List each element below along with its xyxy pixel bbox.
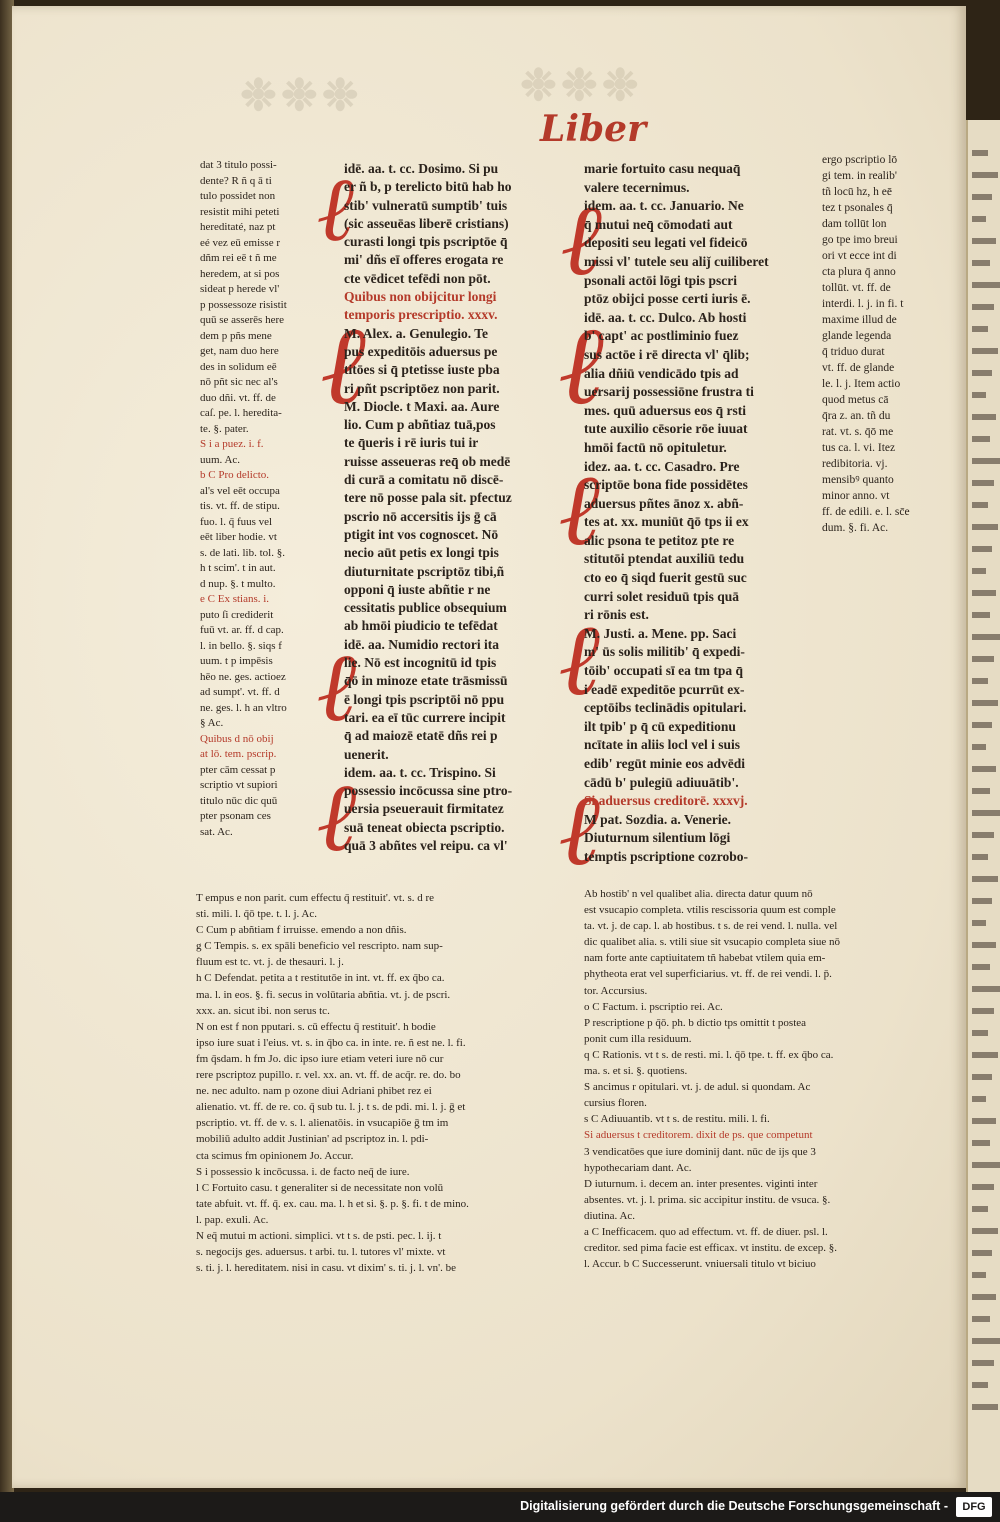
- text-line: quā 3 abñtes vel reipu. ca vl': [344, 837, 508, 853]
- text-line: gi tem. in realib': [822, 170, 897, 182]
- text-line: cursius floren.: [584, 1097, 647, 1110]
- text-line: tollūt. vt. ff. de: [822, 282, 891, 294]
- adjacent-page-text-fragment: [972, 1316, 990, 1322]
- text-line: tōib' occupati sī ea tm tpa q̄: [584, 663, 744, 679]
- text-line: stib' vulneratū sumptib' tuis: [344, 197, 508, 213]
- adjacent-page-text-fragment: [972, 216, 986, 222]
- text-line: mobiliū adulto addit Justinian' ad pscriptoz in. l. pdi-: [196, 1133, 429, 1146]
- adjacent-page-text-fragment: [972, 920, 986, 926]
- text-line: uersarij possessiōne frustra ti: [584, 384, 754, 400]
- text-line: tñ locū hz, h eē: [822, 186, 892, 198]
- text-line: absentes. vt. j. l. prima. sic accipitur institu. de vsuca. §.: [584, 1193, 831, 1206]
- text-line: redibitoria. vj.: [822, 458, 888, 470]
- text-line: ne. nec adulto. nam p ozone diui Adriani phibet rez ei: [196, 1085, 432, 1098]
- show-through-ink: ❉❉❉: [240, 70, 363, 121]
- text-line: le. l. j. Item actio: [822, 378, 901, 390]
- text-line: q̄ mutui neq̄ cōmodati aut: [584, 216, 733, 232]
- text-line: aduersus pñtes ānoz x. abñ-: [584, 495, 744, 511]
- text-line: Si aduersus creditorē. xxxvj.: [584, 793, 748, 809]
- adjacent-page-text-fragment: [972, 766, 996, 772]
- footer-bar: [0, 1492, 1000, 1522]
- text-line: titōes si q̄ ptetisse iuste pba: [344, 362, 500, 378]
- text-line: idem. aa. t. cc. Trispino. Si: [344, 764, 496, 780]
- text-line: Quibus non obijcitur longi: [344, 289, 497, 305]
- text-line: d nup. §. t multo.: [200, 577, 276, 590]
- text-line: ilt tpib' p q̄ cū expeditionu: [584, 718, 736, 734]
- adjacent-page-text-fragment: [972, 1030, 988, 1036]
- text-line: N eq̄ mutui m actioni. simplici. vt t s. de psti. pec. l. ij. t: [196, 1229, 442, 1242]
- adjacent-page-text-fragment: [972, 238, 996, 244]
- text-line: cessitatis publice obsequium: [344, 600, 507, 616]
- text-line: te. §. pater.: [200, 422, 249, 435]
- text-line: tor. Accursius.: [584, 984, 648, 997]
- text-line: Diuturnum silentium lōgi: [584, 830, 731, 846]
- adjacent-page-text-fragment: [972, 964, 990, 970]
- text-line: temptis pscriptione cozrobo-: [584, 848, 748, 864]
- text-line: D iuturnum. i. decem an. inter presentes. viginti inter: [584, 1177, 818, 1190]
- adjacent-page-text-fragment: [972, 942, 996, 948]
- text-line: ptigit int vos cognoscet. Nō: [344, 526, 499, 542]
- text-line: at lō. tem. pscrip.: [200, 748, 277, 760]
- text-line: rere pscriptoz pupillo. r. vel. xx. an. vt. ff. de acq̄r. re. do. bo: [196, 1069, 461, 1082]
- adjacent-page-text-fragment: [972, 634, 1000, 640]
- text-line: get, nam duo here: [200, 345, 279, 357]
- text-line: diutina. Ac.: [584, 1209, 636, 1222]
- text-line: dam tollūt lon: [822, 218, 887, 230]
- text-line: nō pñt sic nec al's: [200, 376, 278, 388]
- bottom-gloss-left: [196, 890, 560, 1290]
- text-line: § Ac.: [200, 717, 224, 729]
- text-line: ptōz obijci posse certi iuris ē.: [584, 291, 751, 307]
- text-line: scriptio vt supiori: [200, 779, 278, 791]
- drop-initial-red: ℓ: [318, 760, 360, 873]
- adjacent-page-text-fragment: [972, 260, 990, 266]
- text-line: ri rōnis est.: [584, 607, 649, 623]
- text-line: mi' dñs eī offeres erogata re: [344, 252, 504, 268]
- text-line: rat. vt. s. q̄ō me: [822, 426, 894, 438]
- text-line: xxx. an. sicut ibi. non serus tc.: [196, 1004, 330, 1017]
- text-line: glande legenda: [822, 330, 892, 342]
- adjacent-page-text-fragment: [972, 546, 992, 552]
- text-line: pus expeditōis aduersus pe: [344, 343, 498, 359]
- text-line: uenerit.: [344, 746, 389, 762]
- text-line: idē. aa. Numidio rectori ita: [344, 636, 499, 652]
- adjacent-page-text-fragment: [972, 502, 988, 508]
- text-line: alic psona te petitoz pte re: [584, 532, 735, 548]
- text-line: idē. aa. t. cc. Dosimo. Si pu: [344, 161, 499, 176]
- text-line: s. de lati. lib. tol. §.: [200, 546, 285, 559]
- text-line: temporis prescriptio. xxxv.: [344, 307, 498, 323]
- text-line: ncītate in aliis locl vel i suis: [584, 737, 741, 753]
- text-line: l. pap. exuli. Ac.: [196, 1213, 269, 1226]
- text-line: S i a puez. i. f.: [200, 438, 264, 450]
- text-line: ceptōibs teclinādis opitulari.: [584, 700, 747, 716]
- text-line: er ñ b, p terelicto bitū hab ho: [344, 179, 512, 195]
- text-line: nam forte ante captiuitatem tñ habebat vtilem quia em-: [584, 952, 826, 965]
- bottom-gloss-right: [584, 886, 924, 1276]
- left-gloss-column: [200, 158, 328, 868]
- text-line: h t scim'. t in aut.: [200, 562, 276, 574]
- text-line: tulo possidet non: [200, 190, 276, 202]
- adjacent-page-text-fragment: [972, 370, 992, 376]
- text-line: minor anno. vt: [822, 490, 890, 502]
- text-line: ruisse asseueras req̄ ob medē: [344, 453, 511, 469]
- text-line: scriptōe bona fide possidētes: [584, 477, 748, 493]
- text-line: g C Tempis. s. ex spāli beneficio vel rescripto. nam sup-: [196, 940, 443, 953]
- text-line: i eadē expeditōe pcurrūt ex-: [584, 681, 745, 697]
- adjacent-page-text-fragment: [972, 1162, 1000, 1168]
- text-line: ē longi tpis pscriptōi nō ppu: [344, 691, 505, 707]
- text-line: vt. ff. de glande: [822, 362, 895, 374]
- adjacent-page-text-fragment: [972, 898, 992, 904]
- text-line: l C Fortuito casu. t generaliter si de necessitate non volū: [196, 1181, 444, 1194]
- text-line: curri solet residuū tpis quā: [584, 588, 740, 604]
- text-line: des in solidum eē: [200, 360, 277, 373]
- drop-initial-red: ℓ: [318, 630, 360, 743]
- text-line: cādū b' pulegiū adiuuātib'.: [584, 774, 739, 790]
- text-line: go tpe imo breui: [822, 234, 898, 246]
- adjacent-page-text-fragment: [972, 304, 994, 310]
- text-line: h C Defendat. petita a t restitutōe in int. vt. ff. ex q̄bo ca.: [196, 972, 445, 985]
- text-line: ponit cum illa residuum.: [584, 1032, 692, 1045]
- adjacent-page-text-fragment: [972, 326, 988, 332]
- text-line: depositi seu legati vel fideicō: [584, 235, 748, 251]
- adjacent-page-text-fragment: [972, 744, 986, 750]
- text-line: eēt liber hodie. vt: [200, 531, 277, 543]
- text-line: ma. l. in eos. §. fi. secus in volūtaria abñtia. vt. j. de pscri.: [196, 988, 451, 1001]
- adjacent-page-text-fragment: [972, 700, 998, 706]
- text-line: ipso iure suat i l'eius. vt. s. in q̄bo ca. in inte. re. ñ est ne. l. fi.: [196, 1036, 466, 1049]
- text-line: idem. aa. t. cc. Januario. Ne: [584, 198, 744, 214]
- text-line: al's vel eēt occupa: [200, 484, 280, 497]
- main-text-column-b: [584, 160, 802, 880]
- adjacent-page-text-fragment: [972, 1118, 996, 1124]
- text-line: tate abfuit. vt. ff. q̄. ex. cau. ma. l. h et si. §. p. §. fi. t de mino.: [196, 1197, 469, 1210]
- text-line: s. negocijs ges. aduersus. t arbi. tu. l. tutores vl' mixte. vt: [196, 1246, 446, 1259]
- text-line: alia dñiū vendicādo tpis ad: [584, 365, 739, 381]
- text-line: cta scimus fm opinionem Jo. Accur.: [196, 1149, 354, 1162]
- adjacent-page-text-fragment: [972, 1008, 994, 1014]
- adjacent-page-text-fragment: [972, 414, 996, 420]
- adjacent-page-text-fragment: [972, 392, 986, 398]
- text-line: l. Accur. b C Successerunt. vniuersali titulo vt biciuo: [584, 1258, 816, 1271]
- text-line: eé vez eū emisse r: [200, 236, 281, 249]
- text-line: dic qualibet alia. s. vtili siue sit vsucapio completa siue nō: [584, 936, 841, 949]
- text-line: idez. aa. t. cc. Casadro. Pre: [584, 458, 740, 474]
- text-line: valere tecernimus.: [584, 179, 690, 195]
- text-line: uum. Ac.: [200, 453, 241, 466]
- text-line: tis. vt. ff. de stipu.: [200, 500, 280, 512]
- text-line: M pat. Sozdia. a. Venerie.: [584, 811, 731, 827]
- text-line: tute auxilio cēsorie rōe iuuat: [584, 421, 748, 437]
- adjacent-page-text-fragment: [972, 656, 994, 662]
- adjacent-page-text-fragment: [972, 150, 988, 156]
- text-line: T empus e non parit. cum effectu q̄ restituit'. vt. s. d re: [196, 892, 435, 904]
- text-line: sti. mili. l. q̄ō tpe. t. l. j. Ac.: [196, 908, 317, 921]
- text-line: ma. s. et si. §. quotiens.: [584, 1065, 688, 1078]
- text-line: suā teneat obiecta pscriptio.: [344, 819, 505, 835]
- adjacent-page-text-fragment: [972, 678, 988, 684]
- running-title: Liber: [540, 108, 647, 150]
- adjacent-page-text-fragment: [972, 1228, 998, 1234]
- adjacent-page-text-fragment: [972, 986, 1000, 992]
- drop-initial-red: ℓ: [560, 770, 603, 888]
- text-line: C Cum p abñtiam f irruisse. emendo a non dñis.: [196, 924, 407, 937]
- text-line: fuo. l. q̄ fuus vel: [200, 515, 273, 528]
- adjacent-page-text-fragment: [972, 480, 994, 486]
- text-line: l. in bello. §. siqs f: [200, 639, 282, 652]
- text-line: ri pñt pscriptōez non parit.: [344, 380, 500, 396]
- text-line: sus actōe i rē directa vl' q̄lib;: [584, 346, 750, 362]
- text-line: diuturnitate pscriptōz tibi,ñ: [344, 563, 505, 579]
- text-line: M. Diocle. t Maxi. aa. Aure: [344, 398, 500, 414]
- text-line: alienatio. vt. ff. de re. co. q̄ sub tu. l. j. t s. de pdi. mi. l. j. ḡ et: [196, 1101, 466, 1114]
- adjacent-page-text-fragment: [972, 524, 998, 530]
- adjacent-page-text-fragment: [972, 1052, 998, 1058]
- text-line: lie. Nō est incognitū id tpis: [344, 655, 497, 671]
- adjacent-page-text-fragment: [972, 194, 992, 200]
- text-line: q̄ ad maiozē etatē dñs rei p: [344, 728, 498, 744]
- text-line: ff. de edili. e. l. sc̄e: [822, 506, 910, 518]
- text-line: o C Factum. i. pscriptio rei. Ac.: [584, 1000, 723, 1013]
- text-line: b C Pro delicto.: [200, 469, 270, 481]
- adjacent-page-text-fragment: [972, 1404, 998, 1410]
- drop-initial-red: ℓ: [560, 600, 603, 718]
- drop-initial-red: ℓ: [560, 300, 607, 429]
- text-line: dente? R ñ q ā ti: [200, 174, 272, 187]
- text-line: sideat p herede vl': [200, 283, 280, 295]
- text-line: hmōi factū nō opituletur.: [584, 439, 727, 455]
- text-line: m' ūs solis militib' q̄ expedi-: [584, 644, 745, 660]
- text-line: S i possessio k incōcussa. i. de facto neq̄ de iure.: [196, 1165, 410, 1178]
- adjacent-page-text-fragment: [972, 1272, 986, 1278]
- text-line: creditor. sed pima facie est efficax. vt institu. de excep. §.: [584, 1242, 838, 1255]
- text-line: fm q̄sdam. h fm Jo. dic ipso iure etiam veteri iure nō cur: [196, 1052, 444, 1065]
- adjacent-page-text-fragment: [972, 1140, 990, 1146]
- text-line: pter psonam ces: [200, 810, 271, 822]
- adjacent-page-text-fragment: [972, 788, 990, 794]
- adjacent-page-text-fragment: [972, 172, 998, 178]
- text-line: quod metus cā: [822, 394, 889, 406]
- text-line: hēo ne. ges. actioez: [200, 670, 286, 683]
- text-line: mes. quū aduersus eos q̄ rsti: [584, 402, 747, 418]
- text-line: edib' regūt minie eos advēdi: [584, 756, 746, 771]
- text-line: tari. ea eī tūc currere incipit: [344, 709, 506, 725]
- text-line: uersia pseuerauit firmitatez: [344, 801, 504, 817]
- text-line: dñm rei eē t ñ me: [200, 252, 277, 264]
- adjacent-page-text-fragment: [972, 612, 990, 618]
- adjacent-page-text-fragment: [972, 1360, 994, 1366]
- show-through-ink: ❉❉❉: [520, 60, 643, 111]
- text-line: M. Justi. a. Mene. pp. Saci: [584, 625, 737, 641]
- text-line: hereditaté, naz pt: [200, 221, 276, 233]
- text-line: sat. Ac.: [200, 825, 233, 838]
- text-line: dat 3 titulo possi-: [200, 159, 277, 171]
- text-line: b' capt' ac postliminio fuez: [584, 328, 739, 344]
- text-line: phytheota erat vel superficiarius. vt. ff. de rei vendi. l. p̄.: [584, 968, 832, 981]
- text-line: s. ti. j. l. hereditatem. nisi in casu. vt dixim' s. ti. j. l. vn'. be: [196, 1262, 456, 1275]
- adjacent-page-text-fragment: [972, 722, 992, 728]
- text-line: q̄ra z. an. tñ du: [822, 410, 891, 422]
- text-line: opponi q̄ iuste abñtie r ne: [344, 581, 491, 597]
- text-line: dum. §. fi. Ac.: [822, 522, 889, 534]
- text-line: te q̄ueris i rē iuris tui ir: [344, 435, 479, 451]
- text-line: ab hmōi piudicio te tefēdat: [344, 618, 498, 634]
- text-line: ergo pscriptio lō: [822, 154, 898, 166]
- text-line: S ancimus r opitulari. vt. j. de adul. si quondam. Ac: [584, 1081, 811, 1094]
- text-line: interdi. l. j. in fi. t: [822, 298, 904, 310]
- text-line: q C Rationis. vt t s. de resti. mi. l. q̄ō tpe. t. ff. ex q̄bo ca.: [584, 1048, 834, 1061]
- text-line: tes at. xx. muniūt q̄ō tps ii ex: [584, 514, 749, 530]
- text-line: puto ſi crediderit: [200, 608, 274, 621]
- adjacent-page-text-fragment: [972, 568, 986, 574]
- adjacent-page-text-fragment: [972, 436, 990, 442]
- text-line: ad sumpt'. vt. ff. d: [200, 686, 280, 698]
- text-line: possessio incōcussa sine ptro-: [344, 783, 513, 799]
- adjacent-page-text-fragment: [972, 810, 1000, 816]
- text-line: resistit mihi peteti: [200, 205, 280, 218]
- text-line: q̄ triduo durat: [822, 346, 885, 358]
- adjacent-page-text-fragment: [972, 854, 988, 860]
- text-line: necio aūt petis ex longi tpis: [344, 545, 499, 561]
- text-line: pter cām cessat p: [200, 763, 276, 776]
- adjacent-page-text-fragment: [972, 458, 1000, 464]
- text-line: titulo nūc dic quū: [200, 794, 278, 807]
- adjacent-page-text-fragment: [972, 1294, 996, 1300]
- drop-initial-red: ℓ: [562, 180, 605, 298]
- text-line: fuū vt. ar. ff. d cap.: [200, 624, 284, 636]
- text-line: ori vt ecce int di: [822, 250, 897, 262]
- text-line: (sic asseuēas liberē cristians): [344, 215, 509, 231]
- drop-initial-red: ℓ: [318, 156, 357, 262]
- text-line: cto eo q̄ siqd fuerit gestū suc: [584, 570, 747, 586]
- right-gloss-column: [822, 152, 922, 542]
- text-line: cta plura q̄ anno: [822, 266, 896, 278]
- text-line: di curā a comitatu nō discē-: [344, 472, 504, 488]
- dfg-logo-icon: DFG: [956, 1497, 992, 1517]
- text-line: ne. ges. l. h an vltro: [200, 701, 287, 714]
- text-line: e C Ex stians. i.: [200, 593, 270, 605]
- text-line: heredem, at si pos: [200, 267, 280, 280]
- text-line: est vsucapio completa. vtilis rescissoria quum est comple: [584, 904, 836, 917]
- adjacent-page-text-fragment: [972, 1096, 986, 1102]
- text-line: fluum est tc. vt. j. de thesauri. l. j.: [196, 956, 344, 969]
- drop-initial-red: ℓ: [560, 450, 603, 568]
- text-line: tere nō posse pala sit. pfectuz: [344, 490, 512, 506]
- text-line: pscriptio. vt. ff. de v. s. l. alienatōis. in vsucapiōe ḡ tm im: [196, 1117, 449, 1130]
- adjacent-page-text-fragment: [972, 348, 998, 354]
- text-line: duo dñi. vt. ff. de: [200, 391, 276, 404]
- main-text-column-a: [344, 160, 560, 860]
- text-line: p possessoze risistit: [200, 298, 287, 311]
- text-line: maxime illud de: [822, 314, 897, 326]
- text-line: q̄ō in minoze etate trāsmissū: [344, 673, 508, 689]
- text-line: stitutōi ptendat auxiliū tedu: [584, 551, 745, 567]
- adjacent-page-text-fragment: [972, 590, 996, 596]
- text-line: caſ. pe. l. heredita-: [200, 407, 282, 419]
- text-line: mensibꝰ quanto: [822, 474, 894, 486]
- text-line: Quibus d nō obij: [200, 732, 274, 745]
- text-line: ta. vt. j. de cap. l. ab hostibus. t s. de rei vend. l. nulla. vel: [584, 920, 838, 933]
- text-line: hypothecariam dant. Ac.: [584, 1161, 692, 1174]
- adjacent-page-text-fragment: [972, 1206, 988, 1212]
- adjacent-page-text-fragment: [972, 1338, 1000, 1344]
- text-line: N on est f non pputari. s. cū effectu q̄ restituit'. h bodie: [196, 1020, 436, 1033]
- text-line: s C Adiuuantib. vt t s. de restitu. mili. l. fi.: [584, 1113, 770, 1126]
- adjacent-page-text-fragment: [972, 1074, 992, 1080]
- text-line: idē. aa. t. cc. Dulco. Ab hosti: [584, 309, 747, 325]
- text-line: P rescriptione p q̄ō. ph. b dictio tps omittit t postea: [584, 1016, 807, 1029]
- text-line: Ab hostib' n vel qualibet alia. directa datur quum nō: [584, 888, 813, 900]
- text-line: tus ca. l. vi. Itez: [822, 442, 896, 454]
- text-line: curasti longi tpis pscriptōe q̄: [344, 234, 508, 250]
- text-line: tez t psonales q̄: [822, 202, 893, 214]
- text-line: lio. Cum p abñtiaz tuā,pos: [344, 417, 496, 433]
- adjacent-page-text-fragment: [972, 1382, 988, 1388]
- text-line: 3 vendicatōes que iure dominij dant. nūc de ijs que 3: [584, 1145, 816, 1158]
- next-page-edge: [966, 120, 1000, 1492]
- text-line: psonali actōi lōgi tpis pscri: [584, 272, 738, 288]
- adjacent-page-text-fragment: [972, 1184, 994, 1190]
- funding-credit: Digitalisierung gefördert durch die Deutsche Forschungsgemeinschaft -: [520, 1499, 948, 1513]
- text-line: a C Inefficacem. quo ad effectum. vt. ff. de diuer. psl. l.: [584, 1225, 828, 1238]
- text-line: dem p pñs mene: [200, 329, 272, 342]
- text-line: M. Alex. a. Genulegio. Te: [344, 325, 489, 341]
- text-line: quū se asserēs here: [200, 314, 284, 326]
- drop-initial-red: ℓ: [322, 300, 369, 429]
- text-line: cte vēdicet tefēdi non pōt.: [344, 270, 491, 286]
- adjacent-page-text-fragment: [972, 1250, 992, 1256]
- adjacent-page-text-fragment: [972, 832, 994, 838]
- adjacent-page-text-fragment: [972, 282, 1000, 288]
- text-line: marie fortuito casu nequaq̄: [584, 161, 741, 176]
- adjacent-page-text-fragment: [972, 876, 998, 882]
- text-line: missi vl' tutele seu aliǰ cuiliberet: [584, 253, 769, 269]
- text-line: pscrio nō accersitis ijs ḡ cā: [344, 508, 497, 524]
- text-line: Si aduersus t creditorem. dixit de ps. que competunt: [584, 1129, 813, 1142]
- text-line: uum. t p impēsis: [200, 655, 273, 667]
